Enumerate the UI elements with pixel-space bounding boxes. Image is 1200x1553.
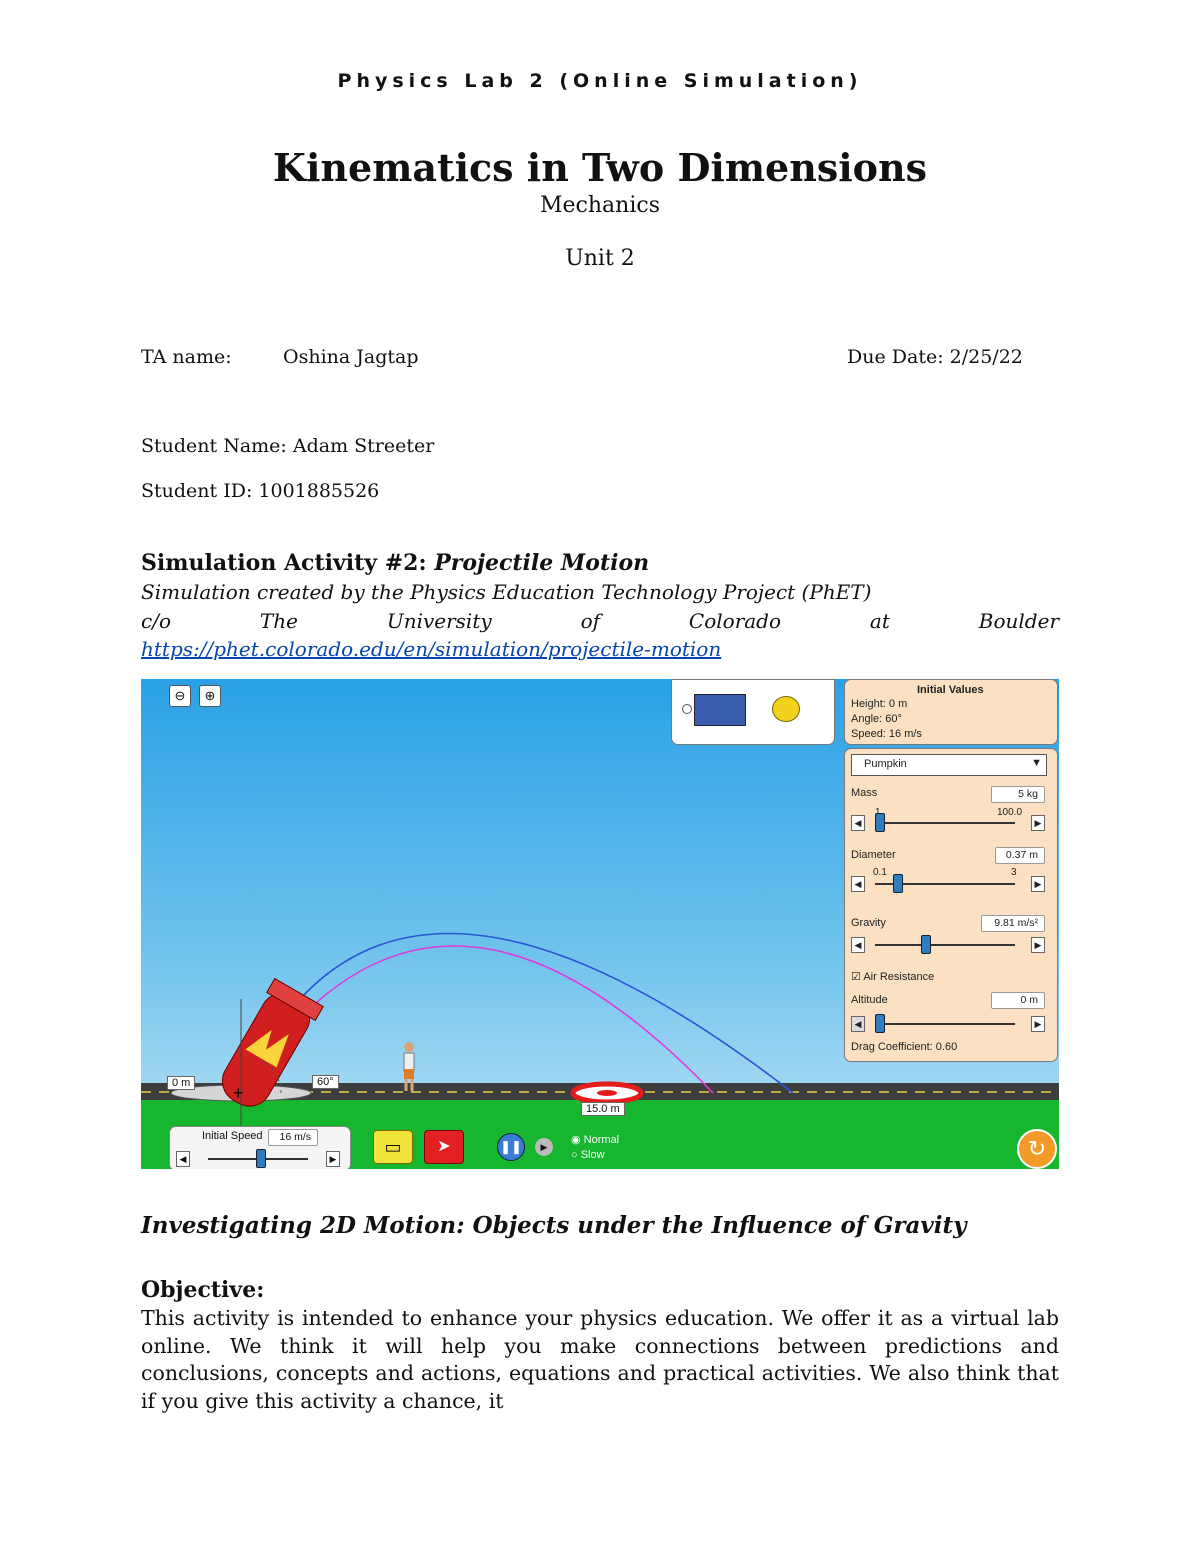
initial-speed-panel: Initial Speed 16 m/s ◀ ▶ (169, 1126, 351, 1169)
target-distance-label: 15.0 m (581, 1102, 625, 1116)
phet-link[interactable]: https://phet.colorado.edu/en/simulation/projectile-motion (141, 637, 722, 661)
mass-slider[interactable] (875, 813, 885, 832)
speed-decrease-button[interactable]: ◀ (176, 1151, 190, 1167)
stopwatch-tool-icon[interactable] (694, 694, 746, 726)
tools-toolbox (671, 679, 835, 745)
credit-line: Simulation created by the Physics Education Technology Project (PhET) (141, 580, 872, 604)
gravity-increase-button[interactable]: ▶ (1031, 937, 1045, 953)
projectile-select[interactable]: Pumpkin ▼ (851, 754, 1047, 776)
unit-label: Unit 2 (565, 246, 635, 271)
eraser-button[interactable]: ▭ (373, 1130, 413, 1164)
altitude-increase-button[interactable]: ▶ (1031, 1016, 1045, 1032)
mass-decrease-button[interactable]: ◀ (851, 815, 865, 831)
diameter-value[interactable]: 0.37 m (995, 847, 1045, 864)
student-id: Student ID: 1001885526 (141, 480, 380, 502)
speed-mode-slow[interactable]: ○ Slow (571, 1149, 605, 1161)
objective-heading: Objective: (141, 1277, 265, 1303)
zoom-out-icon[interactable]: ⊖ (169, 685, 191, 707)
due-date: Due Date: 2/25/22 (847, 346, 1023, 368)
angle-label: 60° (312, 1075, 339, 1089)
simulation-image (141, 679, 1059, 1169)
fire-button[interactable]: ➤ (424, 1130, 464, 1164)
diameter-decrease-button[interactable]: ◀ (851, 876, 865, 892)
drag-coefficient: Drag Coefficient: 0.60 (851, 1041, 958, 1053)
altitude-slider[interactable] (875, 1014, 885, 1033)
student-name: Student Name: Adam Streeter (141, 435, 435, 457)
page-title: Kinematics in Two Dimensions (272, 145, 928, 190)
air-resistance-checkbox[interactable]: ☑ Air Resistance (851, 971, 935, 983)
zoom-in-icon[interactable]: ⊕ (199, 685, 221, 707)
page-subtitle: Mechanics (540, 193, 660, 218)
gravity-value[interactable]: 9.81 m/s² (981, 915, 1045, 932)
gravity-decrease-button[interactable]: ◀ (851, 937, 865, 953)
mass-value[interactable]: 5 kg (991, 786, 1045, 803)
tape-measure-icon[interactable] (772, 696, 800, 722)
mass-increase-button[interactable]: ▶ (1031, 815, 1045, 831)
altitude-value[interactable]: 0 m (991, 992, 1045, 1009)
svg-text:+: + (233, 1083, 244, 1103)
investigate-heading: Investigating 2D Motion: Objects under the Influence of Gravity (141, 1212, 967, 1239)
chevron-down-icon: ▼ (1031, 757, 1042, 769)
gravity-slider[interactable] (921, 935, 931, 954)
initial-values-panel: Initial Values Height: 0 m Angle: 60° Speed: 16 m/s (844, 679, 1058, 745)
altitude-decrease-button[interactable]: ◀ (851, 1016, 865, 1032)
ta-name: Oshina Jagtap (283, 346, 419, 368)
diameter-slider[interactable] (893, 874, 903, 893)
step-icon[interactable]: ▶ (535, 1138, 553, 1156)
credit-link-line: c/o The University of Colorado at Boulder https://phet.colorado.edu/en/simulation/projectile-motion (141, 609, 1059, 661)
reset-icon[interactable]: ↻ (1017, 1129, 1057, 1169)
speed-increase-button[interactable]: ▶ (326, 1151, 340, 1167)
ta-label: TA name: (141, 346, 232, 368)
trajectory-drag (241, 946, 713, 1093)
section-title: Simulation Activity #2: Projectile Motion (141, 550, 650, 576)
speed-mode-normal[interactable]: ◉ Normal (571, 1134, 620, 1146)
initial-speed-slider[interactable] (256, 1149, 266, 1168)
diameter-increase-button[interactable]: ▶ (1031, 876, 1045, 892)
trajectory-no-drag (241, 934, 793, 1094)
objective-text: This activity is intended to enhance your physics education. We offer it as a virtual lab online. We think it will help you make connections between predictions and conclusions, concepts and actions, equations and practical activities. We also think that if you give this activity a chance, it (141, 1306, 1059, 1413)
height-label: 0 m (167, 1076, 195, 1090)
lab-header: Physics Lab 2 (Online Simulation) (337, 70, 863, 92)
pause-icon[interactable]: ❚❚ (497, 1133, 525, 1161)
initial-speed-value[interactable]: 16 m/s (268, 1129, 318, 1146)
crosshair-icon[interactable] (682, 704, 692, 714)
parameters-panel: Pumpkin ▼ Mass 5 kg 100.0 ◀ ▶ Diameter 0.37 m 0.1 3 ◀ ▶ Gravity 9.81 m/s² ◀ ▶ ☑ Air Resistance Altitude 0 m ◀ ▶ Drag Coefficient: 0.60 (844, 748, 1058, 1062)
